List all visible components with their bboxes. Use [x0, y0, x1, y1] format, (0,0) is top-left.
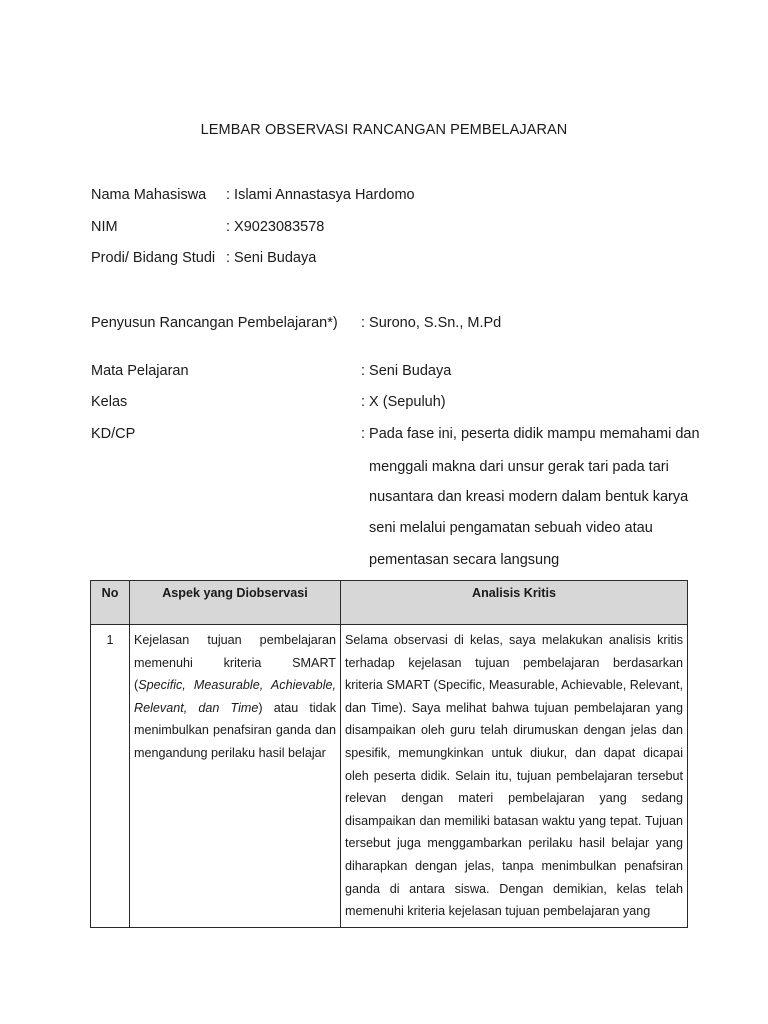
nim-value: : X9023083578	[226, 219, 325, 235]
mapel-label: Mata Pelajaran	[91, 363, 189, 379]
aspect-intro: Kejelasan tujuan pembelajaran memenuhi kriteria SMART (	[134, 633, 336, 693]
kelas-value: : X (Sepuluh)	[361, 394, 446, 410]
header-analysis: Analisis Kritis	[341, 581, 688, 625]
row-analysis: Selama observasi di kelas, saya melakukan analisis kritis terhadap kejelasan tujuan pembelajaran berdasarkan kriteria SMART (Specific, Measurable, Achievable, Relevant, dan Time). Saya melihat bahwa tujuan pembelajaran yang disampaikan oleh guru telah dirumuskan dengan jelas dan spesifik, memungkinkan untuk diukur, dan dapat dicapai oleh peserta didik. Selain itu, tujuan pembelajaran tersebut relevan dengan materi pembelajaran yang sedang disampaikan dan memiliki batasan waktu yang tepat. Tujuan tersebut juga menggambarkan perilaku hasil belajar yang diharapkan dengan jelas, tanpa menimbulkan penafsiran ganda di antara siswa. Dengan demikian, kelas telah memenuhi kriteria kejelasan tujuan pembelajaran yang	[341, 625, 688, 928]
document-title: LEMBAR OBSERVASI RANCANGAN PEMBELAJARAN	[200, 122, 568, 138]
aspect-outro: ) atau tidak menimbulkan penafsiran ganda dan mengandung perilaku hasil belajar	[134, 700, 336, 760]
student-name-label: Nama Mahasiswa	[91, 187, 207, 203]
observation-table	[90, 580, 688, 928]
kdcp-line-5: pementasan secara langsung	[369, 552, 560, 568]
kdcp-line-4: seni melalui pengamatan sebuah video atau	[369, 520, 653, 536]
student-name-value: : Islami Annastasya Hardomo	[226, 187, 415, 203]
kdcp-line-3: nusantara dan kreasi modern dalam bentuk karya	[369, 489, 689, 505]
prodi-label: Prodi/ Bidang Studi	[91, 250, 216, 266]
row-aspect	[130, 625, 341, 928]
header-no: No	[91, 581, 130, 625]
header-aspect: Aspek yang Diobservasi	[130, 581, 341, 625]
penyusun-label: Penyusun Rancangan Pembelajaran*)	[91, 315, 338, 331]
kelas-label: Kelas	[91, 394, 128, 410]
aspect-italic: Specific, Measurable, Achievable, Relevant, dan Time	[134, 678, 336, 715]
kdcp-label: KD/CP	[91, 426, 136, 442]
row-no: 1	[91, 625, 130, 928]
prodi-value: : Seni Budaya	[226, 250, 317, 266]
kdcp-line-2: menggali makna dari unsur gerak tari pada tari	[369, 459, 669, 475]
nim-label: NIM	[91, 219, 118, 235]
table-header-row	[91, 581, 688, 625]
mapel-value: : Seni Budaya	[361, 363, 452, 379]
table-row	[91, 625, 688, 928]
kdcp-line-1: : Pada fase ini, peserta didik mampu memahami dan	[361, 426, 700, 442]
penyusun-value: : Surono, S.Sn., M.Pd	[361, 315, 502, 331]
